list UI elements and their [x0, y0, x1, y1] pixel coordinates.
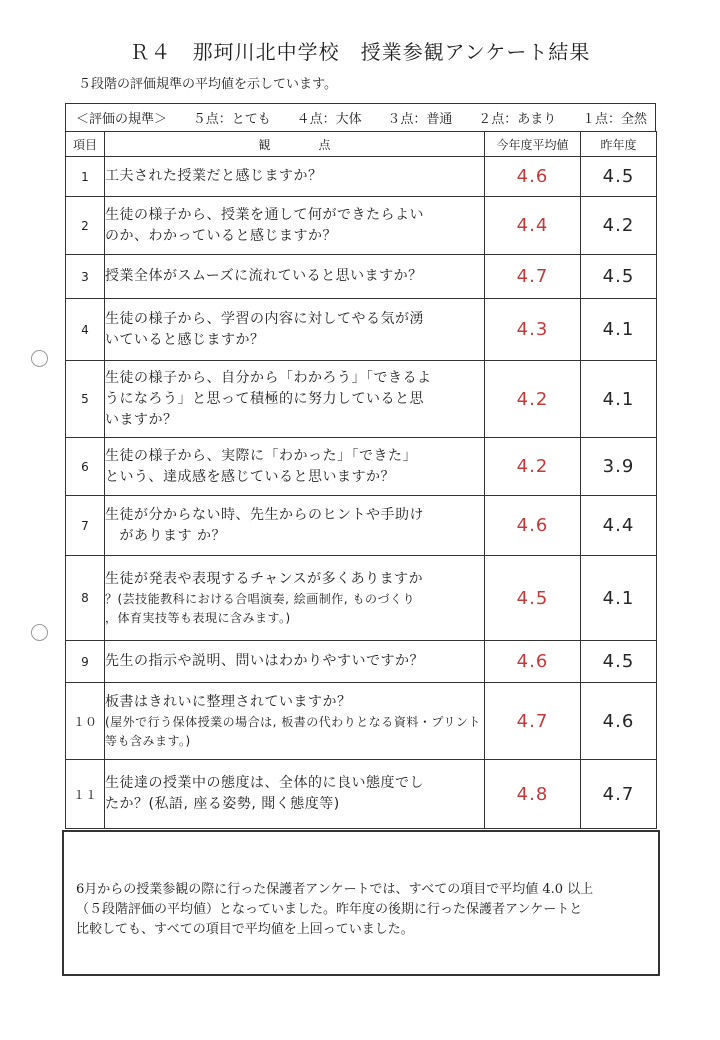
table-row	[66, 641, 657, 683]
current-average: 4.4	[485, 197, 581, 255]
viewpoint-question	[105, 197, 485, 255]
question-line: 生徒の様子から、実際に「わかった」「できた」	[105, 447, 417, 464]
previous-average: 4.1	[581, 556, 657, 641]
punch-hole-bottom	[31, 624, 48, 641]
table-row	[66, 760, 657, 829]
viewpoint-question	[105, 641, 485, 683]
current-average: 4.2	[485, 361, 581, 438]
question-line: のか、わかっていると感じますか？	[105, 227, 337, 244]
summary-text	[76, 880, 650, 940]
viewpoint-question	[105, 157, 485, 197]
header-current-average: 今年度平均値	[485, 132, 581, 157]
current-average: 4.6	[485, 496, 581, 556]
previous-average: 4.7	[581, 760, 657, 829]
viewpoint-question	[105, 556, 485, 641]
item-number: 4	[66, 299, 105, 361]
legend-scale-5: ５点：とても	[192, 112, 271, 127]
previous-average: 4.5	[581, 157, 657, 197]
legend-scale-2: ２点：あまり	[478, 112, 557, 127]
header-item-no: 項目	[66, 132, 105, 157]
item-number: 5	[66, 361, 105, 438]
current-average: 4.3	[485, 299, 581, 361]
item-number: 8	[66, 556, 105, 641]
item-number: １０	[66, 683, 105, 760]
viewpoint-question	[105, 361, 485, 438]
question-line: ？(芸技能教科における合唱演奏, 絵画制作, ものづくり	[105, 591, 415, 606]
previous-average: 3.9	[581, 438, 657, 496]
previous-average: 4.4	[581, 496, 657, 556]
table-row	[66, 496, 657, 556]
table-row	[66, 157, 657, 197]
question-line: 生徒が発表や表現するチャンスが多くありますか	[105, 570, 424, 587]
punch-hole-top	[31, 350, 48, 367]
question-line: たか？(私語, 座る姿勢, 聞く態度等)	[105, 796, 340, 812]
summary-line: 比較しても、すべての項目で平均値を上回っていました。	[76, 922, 414, 937]
legend-scale-3: ３点：普通	[387, 112, 453, 127]
header-previous-year: 昨年度	[581, 132, 657, 157]
current-average: 4.2	[485, 438, 581, 496]
previous-average: 4.2	[581, 197, 657, 255]
question-line: があります か？	[105, 527, 226, 544]
table-row	[66, 361, 657, 438]
viewpoint-question	[105, 683, 485, 760]
table-header-row	[66, 132, 657, 157]
item-number: １１	[66, 760, 105, 829]
subtitle: ５段階の評価規準の平均値を示しています。	[78, 77, 337, 92]
current-average: 4.7	[485, 255, 581, 299]
question-line: 授業全体がスムーズに流れていると思いますか？	[105, 268, 423, 284]
previous-average: 4.1	[581, 299, 657, 361]
question-line: 工夫された授業だと感じますか？	[105, 168, 323, 184]
table-row	[66, 299, 657, 361]
item-number: 1	[66, 157, 105, 197]
question-line: 先生の指示や説明、問いはわかりやすいですか？	[105, 653, 424, 669]
legend-label: ＜評価の規準＞	[76, 112, 168, 127]
previous-average: 4.5	[581, 641, 657, 683]
previous-average: 4.5	[581, 255, 657, 299]
item-number: 7	[66, 496, 105, 556]
table-row	[66, 255, 657, 299]
question-line: 等も含みます。)	[105, 733, 191, 748]
header-viewpoint: 観 点	[105, 132, 485, 157]
question-line: ，体育実技等も表現に含みます。)	[105, 610, 291, 625]
current-average: 4.5	[485, 556, 581, 641]
question-line: (屋外で行う保体授業の場合は, 板書の代わりとなる資料・プリント	[105, 714, 481, 729]
item-number: 6	[66, 438, 105, 496]
viewpoint-question	[105, 496, 485, 556]
current-average: 4.6	[485, 157, 581, 197]
question-line: という、達成感を感じていると思いますか？	[105, 468, 395, 485]
table-row	[66, 197, 657, 255]
item-number: 3	[66, 255, 105, 299]
legend-scale-4: ４点：大体	[296, 112, 362, 127]
question-line: 生徒の様子から、自分から「わかろう」「できるよ	[105, 369, 432, 386]
page-title: Ｒ４ 那珂川北中学校 授業参観アンケート結果	[129, 40, 591, 64]
table-row	[66, 683, 657, 760]
summary-box	[62, 830, 660, 976]
question-line: 生徒達の授業中の態度は、全体的に良い態度でし	[105, 775, 424, 791]
item-number: 9	[66, 641, 105, 683]
current-average: 4.6	[485, 641, 581, 683]
question-line: 生徒の様子から、授業を通して何ができたらよい	[105, 206, 424, 223]
question-line: うになろう」と思って積極的に努力していると思	[105, 390, 424, 407]
question-line: いますか？	[105, 411, 178, 428]
current-average: 4.7	[485, 683, 581, 760]
current-average: 4.8	[485, 760, 581, 829]
rating-legend	[65, 103, 656, 131]
question-line: 板書はきれいに整理されていますか？	[105, 693, 352, 710]
viewpoint-question	[105, 299, 485, 361]
viewpoint-question	[105, 760, 485, 829]
question-line: 生徒が分からない時、先生からのヒントや手助け	[105, 506, 424, 523]
summary-line: （５段階評価の平均値）となっていました。昨年度の後期に行った保護者アンケートと	[76, 902, 583, 917]
viewpoint-question	[105, 438, 485, 496]
item-number: 2	[66, 197, 105, 255]
previous-average: 4.6	[581, 683, 657, 760]
table-row	[66, 438, 657, 496]
survey-table	[65, 131, 657, 829]
table-row	[66, 556, 657, 641]
question-line: いていると感じますか？	[105, 331, 265, 348]
previous-average: 4.1	[581, 361, 657, 438]
legend-scale-1: １点：全然	[581, 112, 647, 127]
viewpoint-question	[105, 255, 485, 299]
question-line: 生徒の様子から、学習の内容に対してやる気が湧	[105, 310, 424, 327]
summary-line: 6月からの授業参観の際に行った保護者アンケートでは、すべての項目で平均値 4.0 以上	[76, 882, 594, 897]
